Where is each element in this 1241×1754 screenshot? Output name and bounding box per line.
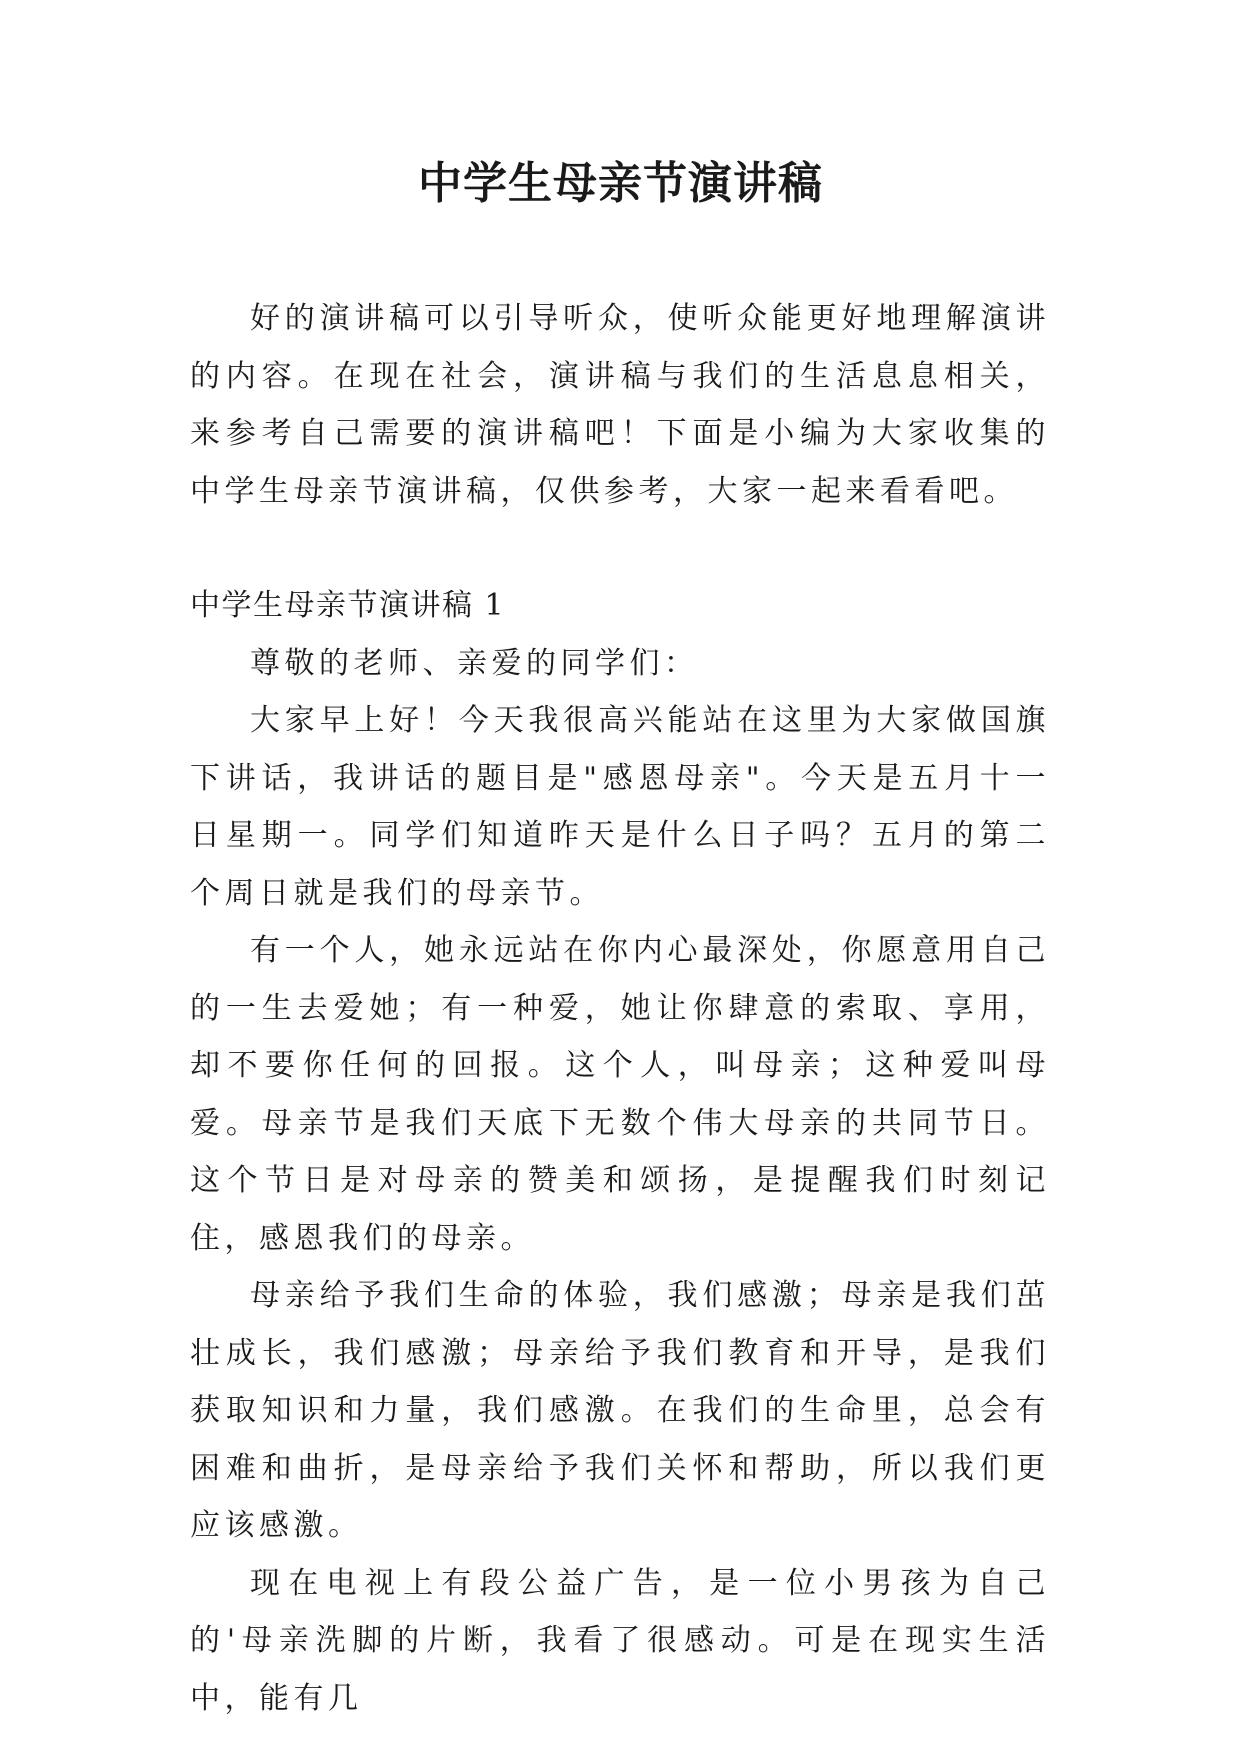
intro-paragraph: 好的演讲稿可以引导听众，使听众能更好地理解演讲的内容。在现在社会，演讲稿与我们的生活息息相关，来参考自己需要的演讲稿吧！下面是小编为大家收集的中学生母亲节演讲稿，仅供参考，大家一起来看看吧。 — [190, 301, 1050, 509]
salutation-paragraph: 尊敬的老师、亲爱的同学们： — [250, 645, 699, 681]
body-paragraph: 大家早上好！今天我很高兴能站在这里为大家做国旗下讲话，我讲话的题目是"感恩母亲"。今天是五月十一日星期一。同学们知道昨天是什么日子吗？五月的第二个周日就是我们的母亲节。 — [190, 703, 1050, 911]
body-paragraph: 有一个人，她永远站在你内心最深处，你愿意用自己的一生去爱她；有一种爱，她让你肆意的索取、享用，却不要你任何的回报。这个人，叫母亲；这种爱叫母爱。母亲节是我们天底下无数个伟大母亲的共同节日。这个节日是对母亲的赞美和颂扬，是提醒我们时刻记住，感恩我们的母亲。 — [190, 933, 1050, 1256]
body-paragraph: 现在电视上有段公益广告，是一位小男孩为自己的'母亲洗脚的片断，我看了很感动。可是在现实生活中，能有几 — [190, 1565, 1050, 1716]
body-paragraph: 母亲给予我们生命的体验，我们感激；母亲是我们茁壮成长，我们感激；母亲给予我们教育和开导，是我们获取知识和力量，我们感激。在我们的生命里，总会有困难和曲折，是母亲给予我们关怀和帮助，所以我们更应该感激。 — [190, 1278, 1050, 1543]
document-title: 中学生母亲节演讲稿 — [418, 158, 823, 209]
section-heading: 中学生母亲节演讲稿 1 — [190, 588, 506, 623]
document-body — [190, 290, 1050, 1727]
